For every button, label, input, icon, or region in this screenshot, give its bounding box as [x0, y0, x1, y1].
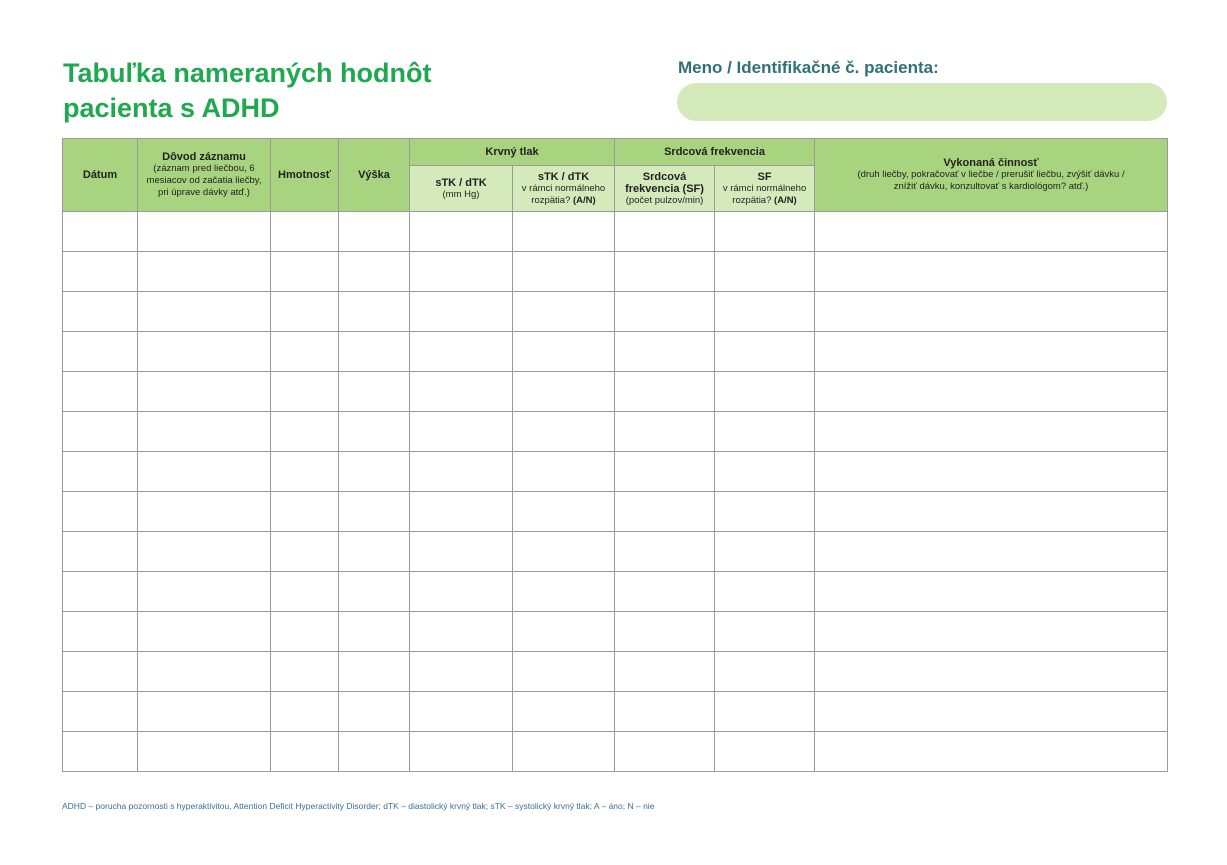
cell-dovod[interactable]: [138, 652, 271, 692]
cell-datum[interactable]: [63, 652, 138, 692]
cell-sf[interactable]: [615, 692, 715, 732]
cell-stk[interactable]: [410, 492, 513, 532]
header-sf-range-label: SF: [757, 170, 772, 183]
cell-datum[interactable]: [63, 252, 138, 292]
header-sf: [615, 166, 715, 212]
cell-sf-range[interactable]: [715, 292, 815, 332]
header-datum: [63, 139, 138, 212]
cell-sf-range[interactable]: [715, 692, 815, 732]
cell-hmotnost[interactable]: [271, 372, 339, 412]
cell-dovod[interactable]: [138, 332, 271, 372]
header-vyska-label: Výška: [358, 169, 390, 181]
header-stk-label: sTK / dTK: [435, 176, 487, 189]
cell-stk[interactable]: [410, 732, 513, 772]
cell-stk[interactable]: [410, 572, 513, 612]
cell-hmotnost[interactable]: [271, 452, 339, 492]
header-dovod-label: Dôvod záznamu: [162, 151, 246, 163]
cell-sf-range[interactable]: [715, 452, 815, 492]
table-row: [63, 212, 1168, 252]
cell-vyska[interactable]: [339, 532, 410, 572]
cell-vyska[interactable]: [339, 652, 410, 692]
cell-cinnost[interactable]: [815, 692, 1168, 732]
header-hmotnost: [271, 139, 339, 212]
header-cinnost-label: Vykonaná činnosť: [943, 157, 1039, 169]
cell-sf[interactable]: [615, 652, 715, 692]
cell-hmotnost[interactable]: [271, 492, 339, 532]
cell-vyska[interactable]: [339, 572, 410, 612]
cell-vyska[interactable]: [339, 732, 410, 772]
header-stk-range-label: sTK / dTK: [537, 170, 590, 183]
cell-hmotnost[interactable]: [271, 252, 339, 292]
header-hmotnost-label: Hmotnosť: [278, 169, 331, 181]
table-row: [63, 412, 1168, 452]
cell-stk-range[interactable]: [513, 252, 615, 292]
cell-cinnost[interactable]: [815, 572, 1168, 612]
cell-vyska[interactable]: [339, 212, 410, 252]
cell-hmotnost[interactable]: [271, 612, 339, 652]
cell-stk-range[interactable]: [513, 292, 615, 332]
cell-dovod[interactable]: [138, 732, 271, 772]
cell-stk-range[interactable]: [513, 452, 615, 492]
header-dovod: [138, 139, 271, 212]
cell-dovod[interactable]: [138, 372, 271, 412]
header-group-srdcova-label: Srdcová frekvencia: [664, 146, 765, 158]
header-sf-range: [715, 166, 815, 212]
cell-stk-range[interactable]: [513, 732, 615, 772]
page-title-line-2: pacienta s ADHD: [63, 93, 280, 123]
cell-datum[interactable]: [63, 372, 138, 412]
cell-vyska[interactable]: [339, 292, 410, 332]
page-title-line-1: Tabuľka nameraných hodnôt: [63, 58, 432, 88]
cell-vyska[interactable]: [339, 612, 410, 652]
header-stk-range: [513, 166, 615, 212]
cell-cinnost[interactable]: [815, 332, 1168, 372]
cell-datum[interactable]: [63, 332, 138, 372]
cell-stk[interactable]: [410, 452, 513, 492]
measurements-table-body: [63, 212, 1168, 772]
cell-datum[interactable]: [63, 292, 138, 332]
cell-vyska[interactable]: [339, 332, 410, 372]
cell-stk[interactable]: [410, 532, 513, 572]
cell-vyska[interactable]: [339, 452, 410, 492]
cell-cinnost[interactable]: [815, 412, 1168, 452]
cell-sf-range[interactable]: [715, 412, 815, 452]
cell-dovod[interactable]: [138, 212, 271, 252]
cell-sf-range[interactable]: [715, 332, 815, 372]
cell-stk[interactable]: [410, 652, 513, 692]
cell-stk[interactable]: [410, 292, 513, 332]
cell-datum[interactable]: [63, 452, 138, 492]
table-row: [63, 572, 1168, 612]
cell-vyska[interactable]: [339, 492, 410, 532]
cell-sf-range[interactable]: [715, 732, 815, 772]
header-sf-range-question: v rámci normálneho rozpätia?: [722, 182, 807, 206]
table-row: [63, 292, 1168, 332]
cell-dovod[interactable]: [138, 452, 271, 492]
cell-sf-range[interactable]: [715, 612, 815, 652]
cell-stk-range[interactable]: [513, 692, 615, 732]
cell-sf[interactable]: [615, 292, 715, 332]
header-sf-range-an: (A/N): [774, 194, 797, 206]
cell-dovod[interactable]: [138, 252, 271, 292]
cell-cinnost[interactable]: [815, 652, 1168, 692]
cell-vyska[interactable]: [339, 372, 410, 412]
header-sf-sub: (počet pulzov/min): [625, 194, 704, 206]
cell-hmotnost[interactable]: [271, 692, 339, 732]
cell-stk-range[interactable]: [513, 612, 615, 652]
cell-stk[interactable]: [410, 412, 513, 452]
cell-datum[interactable]: [63, 612, 138, 652]
header-dovod-sub: (záznam pred liečbou, 6 mesiacov od začatia liečby, pri úprave dávky atď.): [146, 163, 262, 198]
cell-sf[interactable]: [615, 572, 715, 612]
cell-hmotnost[interactable]: [271, 652, 339, 692]
header-stk-range-sub: [517, 183, 610, 207]
header-sf-range-sub: [719, 183, 810, 207]
cell-cinnost[interactable]: [815, 252, 1168, 292]
table-row: [63, 332, 1168, 372]
cell-cinnost[interactable]: [815, 292, 1168, 332]
header-stk-sub: (mm Hg): [442, 188, 480, 200]
cell-hmotnost[interactable]: [271, 412, 339, 452]
cell-cinnost[interactable]: [815, 732, 1168, 772]
cell-stk-range[interactable]: [513, 532, 615, 572]
cell-stk[interactable]: [410, 372, 513, 412]
header-stk: [410, 166, 513, 212]
header-vyska: [339, 139, 410, 212]
header-cinnost-sub: (druh liečby, pokračovať v liečbe / prerušiť liečbu, zvýšiť dávku / znížiť dávku, konzultovať s kardiológom? atď.): [857, 169, 1125, 192]
table-row: [63, 532, 1168, 572]
footnote: ADHD – porucha pozornosti s hyperaktivitou, Attention Deficit Hyperactivity Disorder; dTK – diastolický krvný tlak; sTK – systolický krvný tlak; A – áno; N – nie: [62, 801, 655, 811]
cell-sf-range[interactable]: [715, 252, 815, 292]
cell-sf-range[interactable]: [715, 372, 815, 412]
cell-hmotnost[interactable]: [271, 212, 339, 252]
cell-sf-range[interactable]: [715, 212, 815, 252]
measurements-table: [62, 138, 1168, 772]
cell-datum[interactable]: [63, 212, 138, 252]
cell-stk[interactable]: [410, 692, 513, 732]
cell-stk-range[interactable]: [513, 332, 615, 372]
cell-dovod[interactable]: [138, 532, 271, 572]
table-row: [63, 492, 1168, 532]
cell-cinnost[interactable]: [815, 212, 1168, 252]
cell-dovod[interactable]: [138, 292, 271, 332]
page-title: [63, 56, 431, 126]
cell-sf[interactable]: [615, 372, 715, 412]
cell-sf[interactable]: [615, 732, 715, 772]
cell-cinnost[interactable]: [815, 452, 1168, 492]
table-row: [63, 732, 1168, 772]
cell-sf[interactable]: [615, 492, 715, 532]
patient-id-label: Meno / Identifikačné č. pacienta:: [678, 58, 939, 77]
cell-datum[interactable]: [63, 412, 138, 452]
cell-sf[interactable]: [615, 212, 715, 252]
header-group-srdcova: [615, 139, 815, 166]
header-stk-range-an: (A/N): [573, 194, 596, 206]
cell-vyska[interactable]: [339, 412, 410, 452]
cell-sf[interactable]: [615, 452, 715, 492]
cell-hmotnost[interactable]: [271, 292, 339, 332]
cell-cinnost[interactable]: [815, 532, 1168, 572]
cell-vyska[interactable]: [339, 692, 410, 732]
cell-datum[interactable]: [63, 492, 138, 532]
cell-sf-range[interactable]: [715, 652, 815, 692]
cell-stk-range[interactable]: [513, 652, 615, 692]
cell-stk-range[interactable]: [513, 572, 615, 612]
header-datum-label: Dátum: [82, 169, 118, 181]
cell-stk[interactable]: [410, 332, 513, 372]
cell-datum[interactable]: [63, 572, 138, 612]
cell-dovod[interactable]: [138, 492, 271, 532]
table-row: [63, 692, 1168, 732]
header-cinnost: [815, 139, 1168, 212]
header-group-krvny-tlak: [410, 139, 615, 166]
cell-sf[interactable]: [615, 332, 715, 372]
cell-vyska[interactable]: [339, 252, 410, 292]
patient-id-field[interactable]: [677, 83, 1167, 121]
cell-hmotnost[interactable]: [271, 732, 339, 772]
cell-datum[interactable]: [63, 732, 138, 772]
table-row: [63, 252, 1168, 292]
cell-hmotnost[interactable]: [271, 532, 339, 572]
cell-stk-range[interactable]: [513, 412, 615, 452]
cell-sf[interactable]: [615, 532, 715, 572]
cell-hmotnost[interactable]: [271, 332, 339, 372]
cell-dovod[interactable]: [138, 692, 271, 732]
cell-stk[interactable]: [410, 252, 513, 292]
cell-stk-range[interactable]: [513, 212, 615, 252]
cell-dovod[interactable]: [138, 412, 271, 452]
table-row: [63, 452, 1168, 492]
cell-sf-range[interactable]: [715, 532, 815, 572]
cell-stk-range[interactable]: [513, 372, 615, 412]
cell-dovod[interactable]: [138, 612, 271, 652]
table-row: [63, 612, 1168, 652]
cell-cinnost[interactable]: [815, 612, 1168, 652]
cell-stk[interactable]: [410, 212, 513, 252]
table-row: [63, 652, 1168, 692]
cell-sf-range[interactable]: [715, 572, 815, 612]
cell-stk-range[interactable]: [513, 492, 615, 532]
cell-stk[interactable]: [410, 612, 513, 652]
table-row: [63, 372, 1168, 412]
header-stk-range-question: v rámci normálneho rozpätia?: [521, 182, 606, 206]
header-sf-label: Srdcová frekvencia (SF): [625, 170, 704, 195]
cell-sf-range[interactable]: [715, 492, 815, 532]
cell-dovod[interactable]: [138, 572, 271, 612]
cell-sf[interactable]: [615, 252, 715, 292]
cell-sf[interactable]: [615, 612, 715, 652]
cell-datum[interactable]: [63, 692, 138, 732]
cell-hmotnost[interactable]: [271, 572, 339, 612]
header-group-krvny-tlak-label: Krvný tlak: [485, 146, 539, 158]
cell-datum[interactable]: [63, 532, 138, 572]
cell-cinnost[interactable]: [815, 492, 1168, 532]
cell-cinnost[interactable]: [815, 372, 1168, 412]
cell-sf[interactable]: [615, 412, 715, 452]
